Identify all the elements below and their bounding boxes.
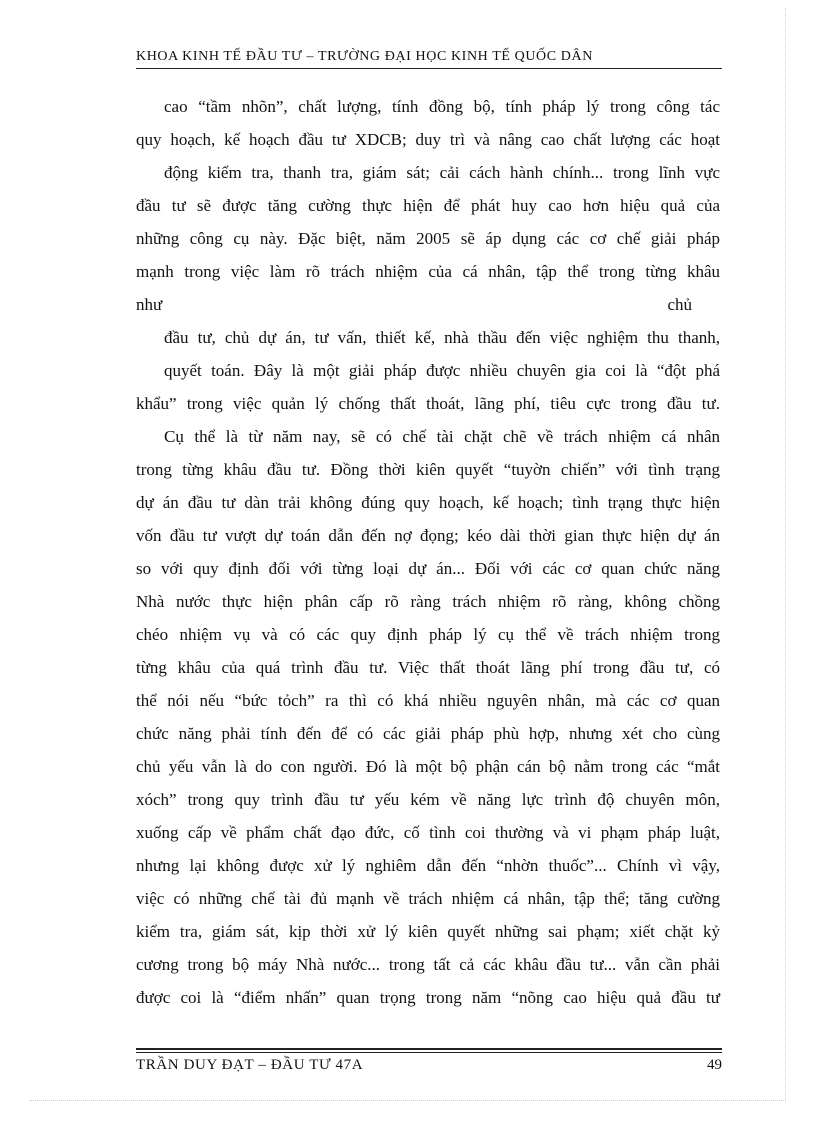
text-line-13: vốn đầu tư vượt dự toán dẫn đến nợ đọng; kéo dài thời gian thực hiện dự án	[136, 526, 720, 545]
text-line-split	[136, 288, 720, 321]
header-rule	[136, 68, 722, 69]
text-line-6: mạnh trong việc làm rõ trách nhiệm của cá nhân, tập thể trong từng khâu	[136, 262, 720, 281]
split-left-word: như	[136, 295, 163, 314]
footer-rule-thin	[136, 1052, 722, 1053]
text-line-18: thể nói nếu “bức tỏch” ra thì có khá nhiều nguyên nhân, mà các cơ quan	[136, 691, 720, 710]
header-title: KHOA KINH TẾ ĐẦU TƯ – TRƯỜNG ĐẠI HỌC KINH TẾ QUỐC DÂN	[136, 49, 593, 64]
text-line-17: từng khâu của quá trình đầu tư. Việc thất thoát lãng phí trong đầu tư, có	[136, 658, 720, 677]
text-line-4: đầu tư sẽ được tăng cường thực hiện để phát huy cao hơn hiệu quả của	[136, 196, 720, 215]
page-right-edge	[785, 8, 786, 1100]
body-text	[136, 90, 720, 1014]
text-line-2: quy hoạch, kế hoạch đầu tư XDCB; duy trì và nâng cao chất lượng các hoạt	[136, 130, 720, 149]
text-line-26: cương trong bộ máy Nhà nước... trong tất cả các khâu đầu tư... vẫn cần phải	[136, 955, 720, 974]
text-line-23: nhưng lại không được xử lý nghiêm dẫn đến “nhờn thuốc”... Chính vì vậy,	[136, 856, 720, 875]
text-line-12: dự án đầu tư dàn trải không đúng quy hoạch, kế hoạch; tình trạng thực hiện	[136, 493, 720, 512]
text-line-8: quyết toán. Đây là một giải pháp được nhiều chuyên gia coi là “đột phá	[164, 361, 720, 380]
text-line-20: chủ yếu vẫn là do con người. Đó là một bộ phận cán bộ nằm trong các “mắt	[136, 757, 720, 776]
text-line-21: xóch” trong quy trình đầu tư yếu kém về năng lực trình độ chuyên môn,	[136, 790, 720, 809]
text-line-19: chức năng phải tính đến để có các giải pháp phù hợp, nhưng xét cho cùng	[136, 724, 720, 743]
text-line-1: cao “tầm nhõn”, chất lượng, tính đồng bộ, tính pháp lý trong công tác	[164, 97, 720, 116]
text-line-9: khẩu” trong việc quản lý chống thất thoát, lãng phí, tiêu cực trong đầu tư.	[136, 394, 720, 413]
text-line-24: việc có những chế tài đủ mạnh về trách nhiệm cá nhân, tập thể; tăng cường	[136, 889, 720, 908]
page-header	[136, 48, 722, 69]
page-bottom-edge	[30, 1100, 786, 1101]
footer-row	[136, 1056, 722, 1074]
text-line-11: trong từng khâu đầu tư. Đồng thời kiên quyết “tuyờn chiến” với tình trạng	[136, 460, 720, 479]
text-line-22: xuống cấp về phẩm chất đạo đức, cố tình coi thường và vi phạm pháp luật,	[136, 823, 720, 842]
text-line-10: Cụ thể là từ năm nay, sẽ có chế tài chặt chẽ về trách nhiệm cá nhân	[164, 427, 720, 446]
text-line-25: kiểm tra, giám sát, kịp thời xử lý kiên quyết những sai phạm; xiết chặt kỷ	[136, 922, 720, 941]
text-line-14: so với quy định đối với từng loại dự án... Đối với các cơ quan chức năng	[136, 559, 720, 578]
page-footer	[136, 1048, 722, 1074]
text-line-16: chéo nhiệm vụ và có các quy định pháp lý cụ thể về trách nhiệm trong	[136, 625, 720, 644]
text-line-7: đầu tư, chủ dự án, tư vấn, thiết kế, nhà thầu đến việc nghiệm thu thanh,	[164, 328, 720, 347]
footer-author: TRẦN DUY ĐẠT – ĐẦU TƯ 47A	[136, 1057, 364, 1073]
text-line-27: được coi là “điểm nhấn” quan trọng trong năm “nõng cao hiệu quả đầu tư	[136, 988, 720, 1007]
text-line-5: những công cụ này. Đặc biệt, năm 2005 sẽ áp dụng các cơ chế giải pháp	[136, 229, 720, 248]
text-line-15: Nhà nước thực hiện phân cấp rõ ràng trách nhiệm rõ ràng, không chồng	[136, 592, 720, 611]
footer-rule-thick	[136, 1048, 722, 1050]
text-line-3: động kiểm tra, thanh tra, giám sát; cải cách hành chính... trong lĩnh vực	[164, 163, 720, 182]
split-right-word: chủ	[667, 295, 692, 314]
page-number: 49	[707, 1057, 722, 1073]
